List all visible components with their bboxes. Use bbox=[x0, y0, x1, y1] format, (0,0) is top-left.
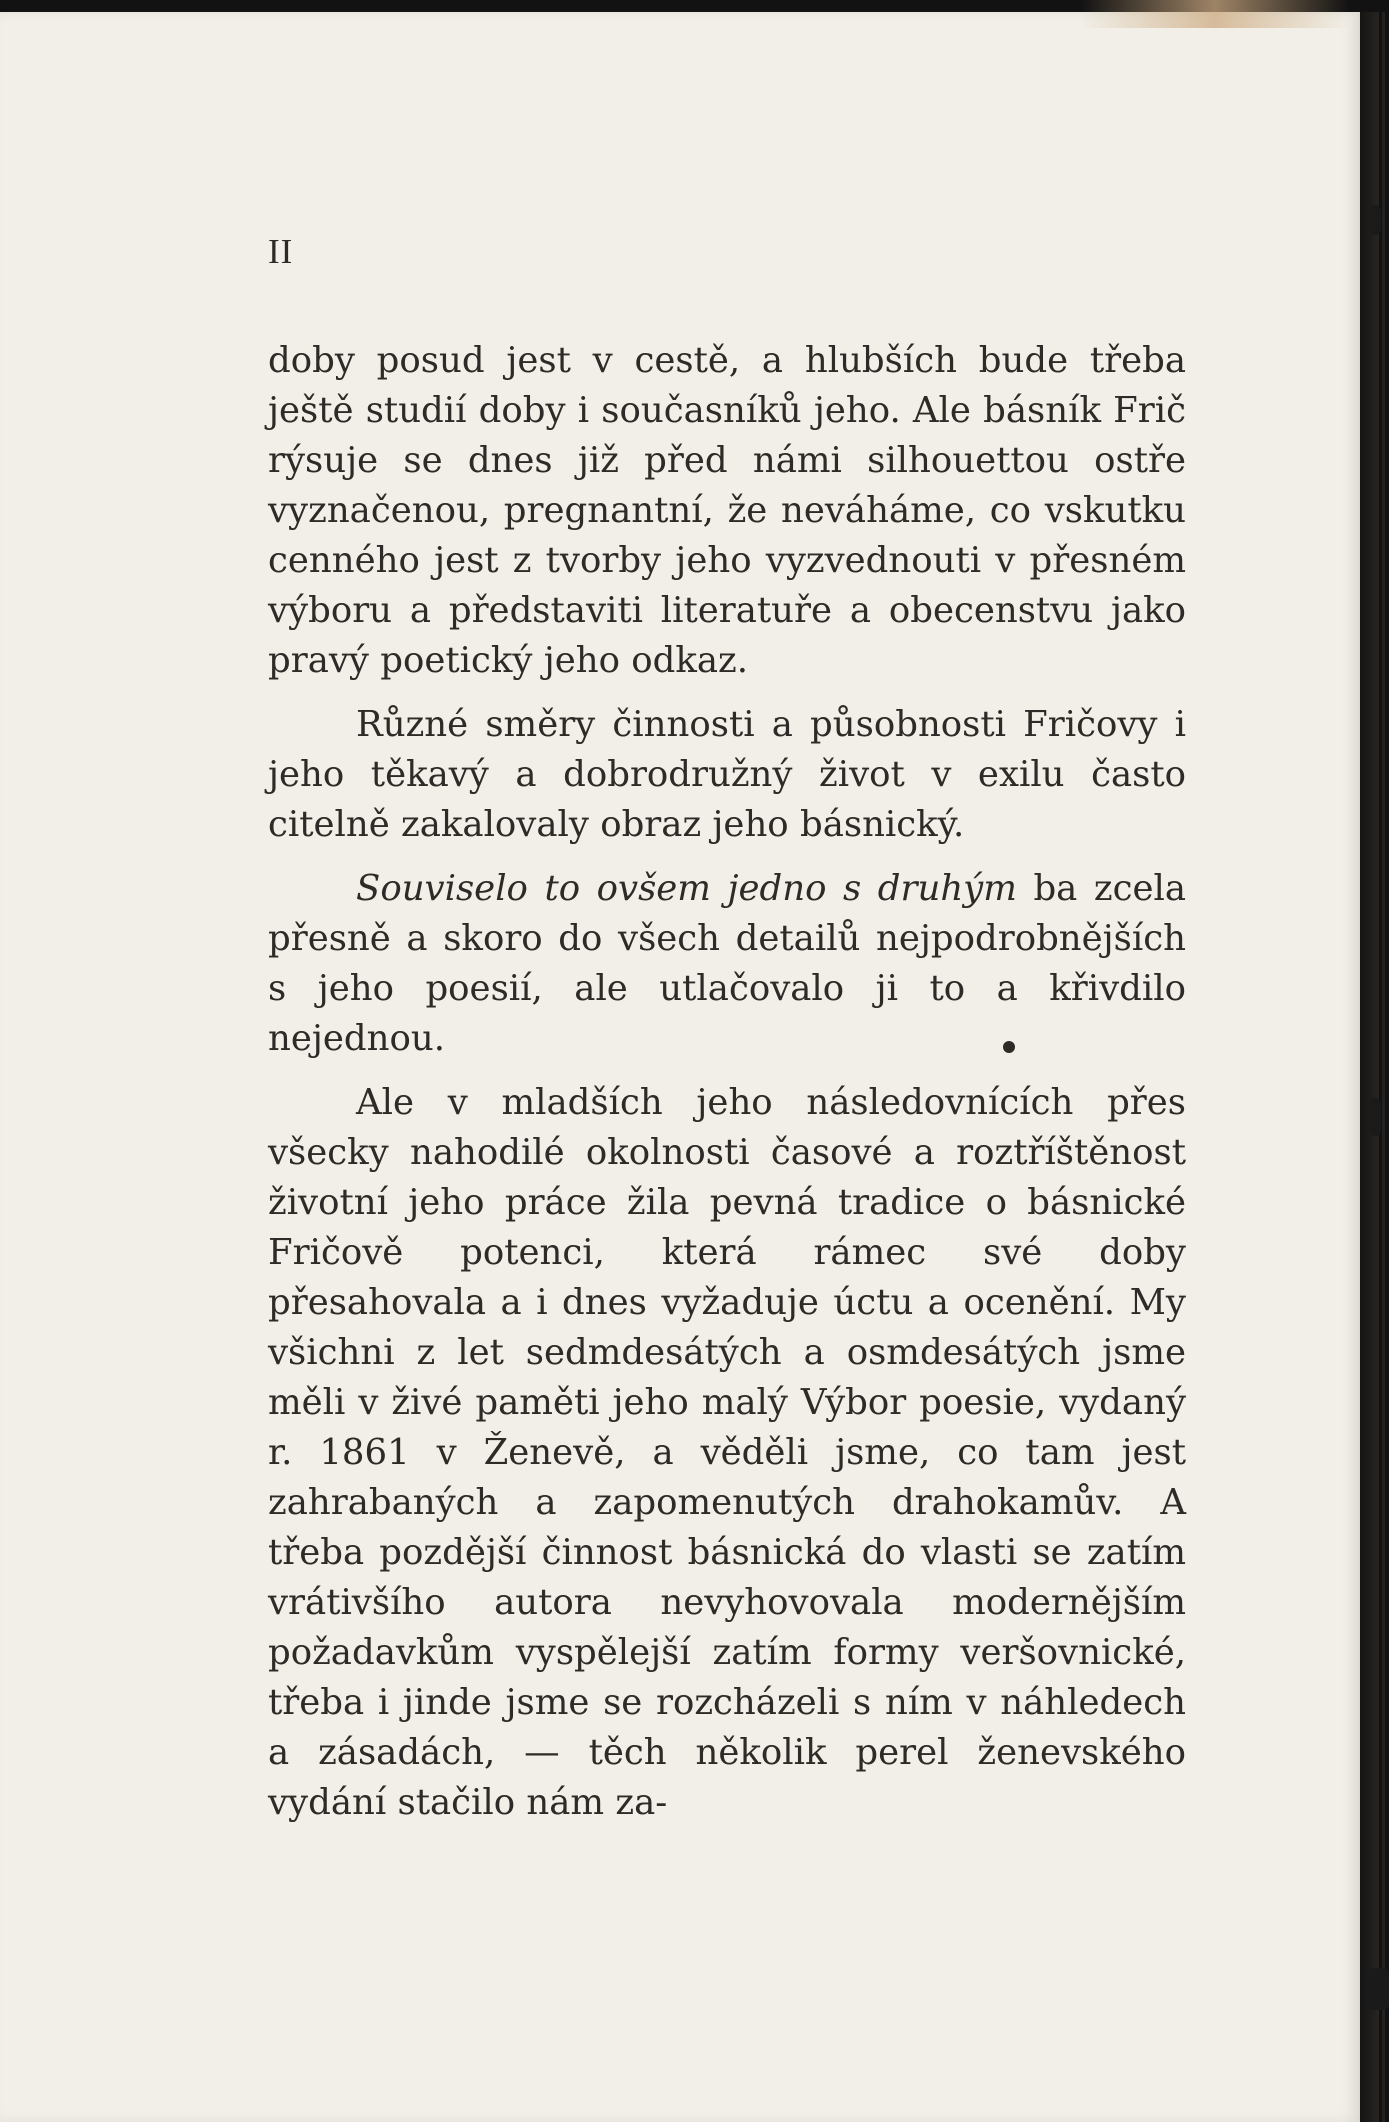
edge-stain bbox=[1369, 205, 1381, 235]
body-text bbox=[268, 336, 1186, 1828]
paragraph-2: Různé směry činnosti a působnosti Fričovy i jeho těkavý a dobrodružný život v exilu často citelně zakalovaly obraz jeho básnický. bbox=[268, 704, 1186, 845]
edge-stain bbox=[1369, 1098, 1381, 1136]
paper-tint bbox=[1080, 0, 1350, 28]
paragraph-3 bbox=[268, 864, 1186, 1064]
ink-dot bbox=[1003, 1041, 1015, 1053]
paragraph-4: Ale v mladších jeho následovnících přes všecky nahodilé okolnosti časové a roztříštěnost životní jeho práce žila pevná tradice o básnické Fričově potenci, která rámec své doby přesahovala a i dnes vyžaduje úctu a ocenění. My všichni z let sedmdesátých a osmdesátých jsme měli v živé paměti jeho malý Výbor poesie, vydaný r. 1861 v Ženevě, a věděli jsme, co tam jest zahrabaných a zapomenutých drahokamův. A třeba pozdější činnost básnická do vlasti se zatím vrátivšího autora nevyhovovala modernějším požadavkům vyspělejší zatím formy veršovnické, třeba i jinde jsme se rozcházeli s ním v náhledech a zásadách, — těch několik perel ženevského vydání stačilo nám za- bbox=[268, 1082, 1186, 1823]
page-edge-line bbox=[1382, 12, 1385, 2122]
page-edge-shadow bbox=[1357, 12, 1379, 2122]
edge-stain bbox=[1367, 1968, 1389, 2010]
page-number: II bbox=[268, 232, 294, 271]
paragraph-3-text: ba zcela přesně a skoro do všech detailů nejpodrobnějších s jeho poesií, ale utlačovalo ji to a křivdilo nejednou. bbox=[268, 868, 1186, 1059]
paragraph-1: doby posud jest v cestě, a hlubších bude třeba ještě studií doby i současníků jeho. Ale básník Frič rýsuje se dnes již před námi silhouettou ostře vyznačenou, pregnantní, že neváháme, co vskutku cenného jest z tvorby jeho vyzvednouti v přesném výboru a představiti literatuře a obecenstvu jako pravý poetický jeho odkaz. bbox=[268, 340, 1186, 681]
italic-phrase: Souviselo to ovšem jedno s druhým bbox=[356, 868, 1017, 909]
